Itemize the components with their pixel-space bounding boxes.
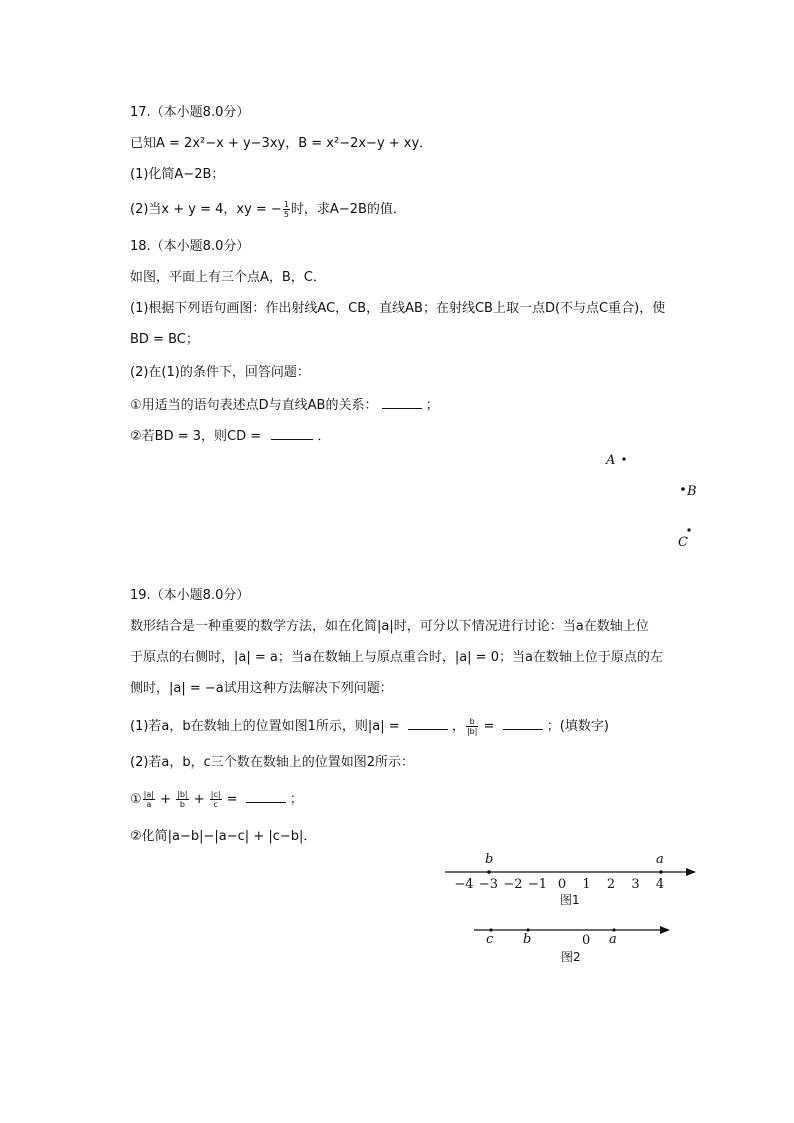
q19-intro-line2: 于原点的右侧时，|a| = a；当a在数轴上与原点重合时，|a| = 0；当a在数轴上位于原点的左 (130, 650, 663, 665)
q18-header: 18.（本小题8.0分） (130, 239, 250, 254)
q17-part1: (1)化简A−2B； (130, 167, 225, 182)
fraction-numerator: |a| (143, 790, 154, 799)
q19-part2: (2)若a，b，c三个数在数轴上的位置如图2所示： (130, 755, 415, 770)
plus-sign: + (160, 792, 171, 807)
point-b-label: B (687, 484, 697, 499)
fig1-tick-label: 3 (631, 877, 640, 892)
fig1-point-a (659, 870, 663, 874)
q17-part2-text-a: (2)当x + y = 4，xy = − (130, 202, 282, 217)
q19-header: 19.（本小题8.0分） (130, 588, 250, 603)
fraction-numerator: |c| (210, 790, 221, 799)
q18-part1-line1: (1)根据下列语句画图：作出射线AC，CB，直线AB；在射线CB上取一点D(不与点C重合)，使 (130, 301, 666, 316)
fraction-numerator: 1 (283, 200, 289, 209)
q19-sub1-circle: ① (130, 792, 142, 807)
q18-sub2-end: ． (317, 429, 331, 444)
q19-intro-line3: 侧时，|a| = −a试用这种方法解决下列问题： (130, 681, 393, 696)
fig1-label-a: a (656, 852, 664, 867)
q19-part1-eq: = (483, 719, 495, 734)
fig1-tick-label: −3 (478, 877, 499, 892)
fig1-tick-labels (454, 877, 664, 892)
fig2-label-a: a (609, 932, 617, 947)
q18-sub2-text: ②若BD = 3，则CD = (130, 429, 262, 444)
fig1-point-b (487, 870, 491, 874)
fig1-tick-label: −4 (454, 877, 474, 892)
q19-part1-text: (1)若a，b在数轴上的位置如图1所示，则|a| = (130, 719, 400, 734)
fraction-denominator: b (179, 800, 185, 809)
q18-part2: (2)在(1)的条件下，回答问题： (130, 365, 310, 380)
fraction-numerator: |b| (177, 790, 188, 799)
fraction-denominator: 5 (283, 210, 289, 219)
fig1-tick-label: 4 (655, 877, 665, 892)
q18-part1-line2: BD = BC； (130, 332, 199, 347)
q17-part2-text-b: 时，求A−2B的值． (290, 202, 406, 217)
point-c-label: C (678, 535, 688, 550)
fig1-label-b: b (485, 852, 494, 867)
q17-given: 已知A = 2x²−x + y−3xy，B = x²−2x−y + xy． (130, 136, 433, 151)
fig2-label-b: b (523, 932, 532, 947)
fig2-caption: 图2 (561, 950, 581, 964)
q19-part1-end: ；(填数字) (546, 719, 609, 734)
fig1-tick-label: 1 (582, 877, 591, 892)
q19-sub1-eq: = (226, 792, 238, 807)
fig1-tick-label: 0 (557, 877, 567, 892)
plus-sign: + (193, 792, 205, 807)
fraction-denominator: c (213, 800, 218, 809)
point-a-label: A (606, 453, 616, 468)
q19-sub1-end: ； (289, 792, 303, 807)
fraction-numerator: b (466, 717, 478, 727)
fig1-tick-label: −2 (503, 877, 523, 892)
q17-header: 17.（本小题8.0分） (130, 105, 250, 120)
q18-sub1-text: ①用适当的语句表述点D与直线AB的关系： (130, 398, 378, 413)
q19-part1-sep: ， (451, 719, 465, 734)
q19-sub2: ②化简|a−b|−|a−c| + |c−b|． (130, 829, 317, 844)
fig2-label-zero: 0 (582, 933, 591, 948)
fig1-tick-label: −1 (527, 877, 548, 892)
q19-intro-line1: 数形结合是一种重要的数学方法，如在化简|a|时，可分以下情况进行讨论：当a在数轴上位 (130, 619, 649, 634)
fig2-label-c: c (486, 932, 494, 947)
fig1-caption: 图1 (560, 893, 580, 907)
fig1-tick-label: 2 (606, 877, 616, 892)
q18-sub1-end: ； (425, 398, 439, 413)
fraction-denominator: a (146, 800, 152, 809)
q18-intro: 如图，平面上有三个点A，B，C． (130, 270, 326, 285)
fraction-denominator: |b| (466, 727, 478, 736)
